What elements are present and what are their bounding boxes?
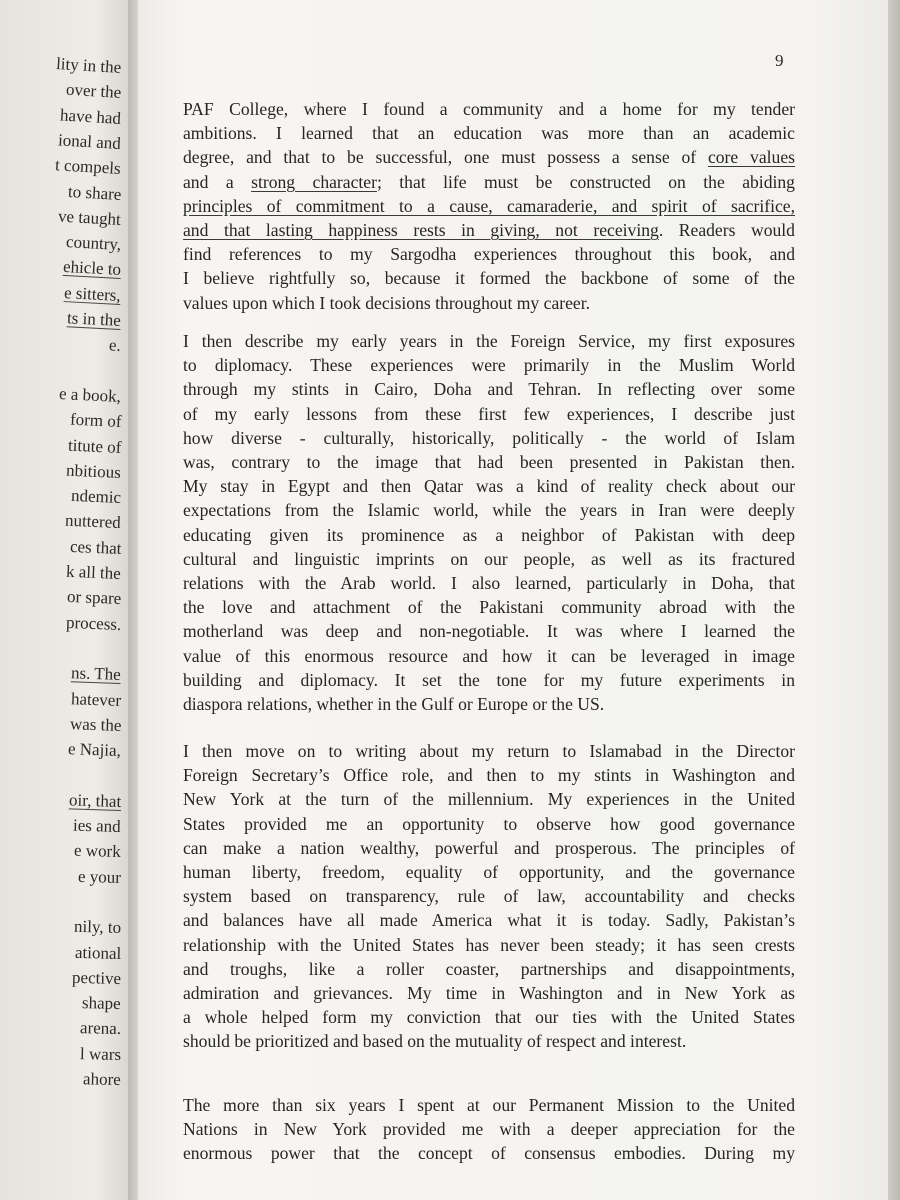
text-segment: . Readers would — [658, 220, 795, 240]
left-page-line: ahore — [83, 1069, 122, 1089]
body-line — [183, 597, 795, 618]
text-segment: system based on transparency, rule of law, accountability and checks — [183, 886, 795, 907]
body-line — [183, 910, 795, 931]
body-line — [183, 147, 795, 168]
text-segment: find references to my Sargodha experiences throughout this book, and — [183, 244, 795, 265]
text-segment: a whole helped form my conviction that our ties with the United States — [183, 1007, 795, 1028]
body-line — [183, 621, 795, 642]
left-page-line: nuttered — [64, 511, 122, 533]
body-line — [183, 983, 795, 1004]
left-page-line: or spare — [66, 587, 122, 609]
body-line — [183, 1031, 795, 1052]
text-segment: educating given its prominence as a neighbor of Pakistan with deep — [183, 524, 795, 545]
left-page-line: e your — [77, 866, 122, 887]
body-line — [183, 525, 795, 546]
text-segment: value of this enormous resource and how it can be leveraged in image — [183, 645, 795, 666]
body-line — [183, 355, 795, 376]
left-page-line: arena. — [79, 1018, 122, 1039]
text-segment: can make a nation wealthy, powerful and prosperous. The principles of — [183, 837, 795, 858]
text-segment: and troughs, like a roller coaster, partnerships and disappointments, — [183, 958, 795, 979]
left-page-line: e work — [74, 840, 122, 862]
page-number: 9 — [775, 51, 784, 70]
body-line — [183, 549, 795, 570]
page-edge — [888, 0, 900, 1200]
text-segment: was, contrary to the image that had been presented in Pakistan then. — [183, 452, 795, 472]
body-line — [183, 1007, 795, 1028]
text-segment: and balances have all made America what it is today. Sadly, Pakistan’s — [183, 910, 795, 931]
left-page-line: have had — [59, 105, 122, 128]
body-line — [183, 172, 795, 193]
left-page-line: ational — [74, 942, 122, 963]
left-page-line: k all the — [65, 561, 122, 583]
underlined-phrase: principles of commitment to a cause, camaraderie, and spirit of sacrifice, — [183, 195, 795, 216]
body-line — [183, 476, 795, 497]
text-segment: Foreign Secretary’s Office role, and then to my stints in Washington and — [183, 765, 795, 786]
text-segment: of my early lessons from these first few experiences, I describe just — [183, 403, 795, 424]
left-page-line: e. — [108, 335, 122, 356]
text-segment: cultural and linguistic imprints on our people, as well as its fractured — [183, 548, 795, 569]
text-segment: I then move on to writing about my return to Islamabad in the Director — [183, 741, 795, 761]
text-segment: building and diplomacy. It set the tone for my future experiments in — [183, 669, 795, 690]
text-segment: ambitions. I learned that an education was more than an academic — [183, 123, 795, 144]
text-segment: should be prioritized and based on the mutuality of respect and interest. — [183, 1031, 687, 1052]
left-page — [0, 0, 135, 1200]
body-line — [183, 862, 795, 883]
left-page-line: hatever — [70, 688, 122, 710]
body-line — [183, 789, 795, 810]
text-segment: to diplomacy. These experiences were primarily in the Muslim World — [183, 355, 795, 376]
underlined-phrase: and that lasting happiness rests in giving, not receiving — [183, 220, 659, 240]
left-page-line: e sitters, — [63, 282, 122, 305]
body-line — [183, 765, 795, 786]
left-page-line: to share — [67, 181, 122, 204]
text-segment: degree, and that to be successful, one must possess a sense of — [183, 147, 708, 168]
underlined-phrase: strong character — [251, 171, 377, 192]
body-line — [183, 694, 795, 715]
text-segment: admiration and grievances. My time in Washington and in New York as — [183, 983, 795, 1003]
left-page-line: pective — [71, 967, 122, 988]
body-line — [183, 670, 795, 691]
body-line — [183, 99, 795, 120]
left-page-line: t compels — [54, 155, 122, 179]
left-page-line: process. — [65, 612, 122, 634]
body-line — [183, 959, 795, 980]
body-line — [183, 331, 795, 352]
body-line — [183, 886, 795, 907]
text-segment: through my stints in Cairo, Doha and Tehran. In reflecting over some — [183, 379, 795, 400]
body-line — [183, 404, 795, 425]
body-line — [183, 452, 795, 473]
text-segment: and a — [183, 171, 252, 192]
body-line — [183, 428, 795, 449]
text-segment: motherland was deep and non-negotiable. It was where I learned the — [183, 621, 795, 642]
body-line — [183, 814, 795, 835]
left-page-line: lity in the — [55, 54, 122, 77]
body-line — [183, 1095, 795, 1116]
left-page-line: ns. The — [70, 663, 122, 685]
body-line — [183, 573, 795, 594]
left-page-line: oir, that — [68, 790, 122, 811]
text-segment: diaspora relations, whether in the Gulf or Europe or the US. — [183, 694, 605, 714]
body-line — [183, 268, 795, 289]
left-page-line: ndemic — [70, 485, 122, 508]
left-page-line: ional and — [57, 130, 122, 153]
text-segment: New York at the turn of the millennium. My experiences in the United — [183, 789, 795, 810]
body-line — [183, 244, 795, 265]
left-page-line: country, — [65, 232, 122, 255]
left-page-line: ies and — [73, 815, 122, 836]
body-line — [183, 293, 795, 314]
left-page-line: l wars — [79, 1043, 122, 1064]
left-page-line: ts in the — [66, 308, 122, 330]
left-page-line: ehicle to — [62, 257, 122, 280]
text-segment: ; that life must be constructed on the abiding — [376, 171, 795, 192]
text-segment: expectations from the Islamic world, while the years in Iran were deeply — [183, 500, 795, 521]
body-line — [183, 196, 795, 217]
body-line — [183, 838, 795, 859]
text-segment: I then describe my early years in the Foreign Service, my first exposures — [183, 331, 795, 351]
body-line — [183, 500, 795, 521]
text-segment: The more than six years I spent at our Permanent Mission to the United — [183, 1095, 795, 1115]
text-segment: values upon which I took decisions throughout my career. — [183, 292, 591, 313]
body-line — [183, 379, 795, 400]
left-page-line: ve taught — [57, 206, 122, 229]
body-line — [183, 220, 795, 241]
left-page-line: form of — [69, 409, 122, 432]
left-page-line: was the — [69, 714, 122, 735]
text-segment: My stay in Egypt and then Qatar was a kind of reality check about our — [183, 476, 795, 497]
left-page-line: nily, to — [73, 916, 122, 938]
text-segment: Nations in New York provided me with a deeper appreciation for the — [183, 1119, 795, 1140]
text-segment: relations with the Arab world. I also learned, particularly in Doha, that — [183, 573, 795, 593]
body-line — [183, 123, 795, 144]
left-page-line: shape — [82, 993, 122, 1014]
left-page-line: over the — [65, 80, 122, 103]
text-segment: enormous power that the concept of consensus embodies. During my — [183, 1143, 795, 1164]
left-page-line: titute of — [67, 435, 122, 457]
body-line — [183, 741, 795, 762]
text-segment: how diverse - culturally, historically, politically - the world of Islam — [183, 427, 795, 448]
text-segment: I believe rightfully so, because it formed the backbone of some of the — [183, 268, 795, 289]
left-page-line: e a book, — [58, 383, 122, 406]
underlined-phrase: core values — [707, 147, 795, 168]
left-page-line: e Najia, — [67, 739, 122, 761]
body-line — [183, 1143, 795, 1164]
text-segment: PAF College, where I found a community and a home for my tender — [183, 99, 795, 119]
left-page-line: ces that — [69, 536, 122, 558]
left-page-line: nbitious — [65, 460, 122, 482]
text-segment: human liberty, freedom, equality of opportunity, and the governance — [183, 862, 795, 882]
body-line — [183, 646, 795, 667]
text-segment: relationship with the United States has never been steady; it has seen crests — [183, 934, 795, 955]
text-segment: the love and attachment of the Pakistani community abroad with the — [183, 597, 795, 618]
body-line — [183, 1119, 795, 1140]
text-segment: States provided me an opportunity to observe how good governance — [183, 813, 795, 834]
body-line — [183, 935, 795, 956]
